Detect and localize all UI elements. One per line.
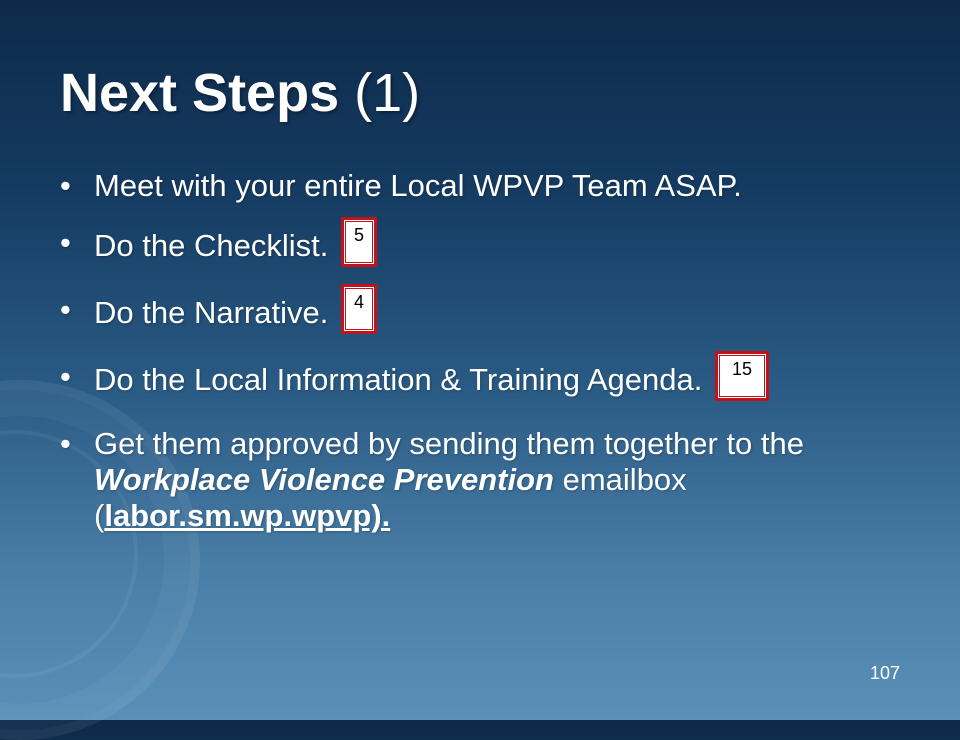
bullet-icon: • [60,359,71,394]
bullet-text: Do the Local Information & Training Agenda. [94,362,703,398]
page-count-badge: 4 [343,286,375,332]
bullet-text: Do the Narrative. [94,295,329,331]
slide-title [60,58,420,128]
emphasis-text: Workplace Violence Prevention [94,462,554,497]
bullet-icon: • [60,168,71,203]
bullet-list [56,168,916,555]
bullet-item [56,225,916,271]
bullet-text-middle: emailbox ( [94,462,687,533]
title-main: Next Steps [60,63,340,123]
bullet-item [56,359,916,405]
bullet-text: Do the Checklist. [94,228,329,264]
page-count-badge: 15 [717,353,767,399]
bullet-icon: • [60,292,71,327]
bullet-item [56,292,916,338]
bullet-icon: • [60,225,71,260]
bullet-icon: • [60,426,71,461]
page-number: 107 [869,663,900,683]
bullet-text: Meet with your entire Local WPVP Team ASAP. [94,168,742,203]
page-count-badge: 5 [343,219,375,265]
title-number: (1) [354,63,421,123]
emailbox-link[interactable]: labor.sm.wp.wpvp). [104,498,391,533]
bullet-text-prefix: Get them approved by sending them together to the [94,426,805,461]
bullet-item [56,426,916,534]
bullet-item [56,168,916,204]
